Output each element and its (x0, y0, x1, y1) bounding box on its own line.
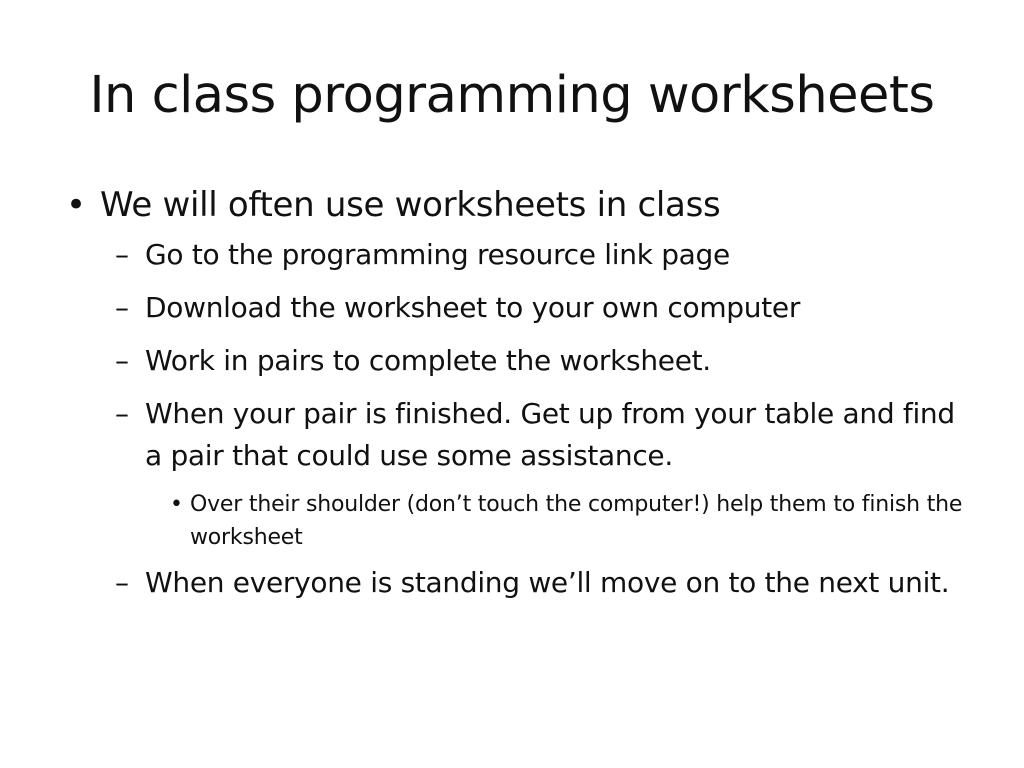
dash-marker: – (115, 344, 129, 377)
sub-bullet-item (115, 287, 980, 329)
dash-marker: – (115, 397, 129, 430)
sub-sub-bullet-item (170, 488, 980, 554)
dash-marker: – (115, 566, 129, 599)
sub-bullet-text: When everyone is standing we’ll move on to the next unit. (145, 566, 950, 599)
sub-bullet-text: Go to the programming resource link page (145, 238, 730, 271)
bullet-marker: • (66, 185, 86, 225)
sub-bullet-item (115, 234, 980, 276)
dash-marker: – (115, 238, 129, 271)
sub-bullet-item (115, 340, 980, 382)
sub-bullet-text: When your pair is finished. Get up from your table and find a pair that could use some assistance. (145, 397, 955, 472)
dash-marker: – (115, 291, 129, 324)
bullet-item (60, 182, 980, 228)
sub-bullet-item (115, 562, 980, 604)
sub-bullet-text: Download the worksheet to your own computer (145, 291, 801, 324)
bullet-marker: • (170, 492, 183, 517)
bullet-text: We will often use worksheets in class (100, 185, 721, 225)
sub-bullet-text: Work in pairs to complete the worksheet. (145, 344, 711, 377)
sub-sub-bullet-text: Over their shoulder (don’t touch the computer!) help them to finish the worksheet (190, 492, 963, 550)
sub-bullet-item (115, 393, 980, 477)
slide-body (60, 182, 980, 615)
slide-title: In class programming worksheets (89, 66, 935, 125)
